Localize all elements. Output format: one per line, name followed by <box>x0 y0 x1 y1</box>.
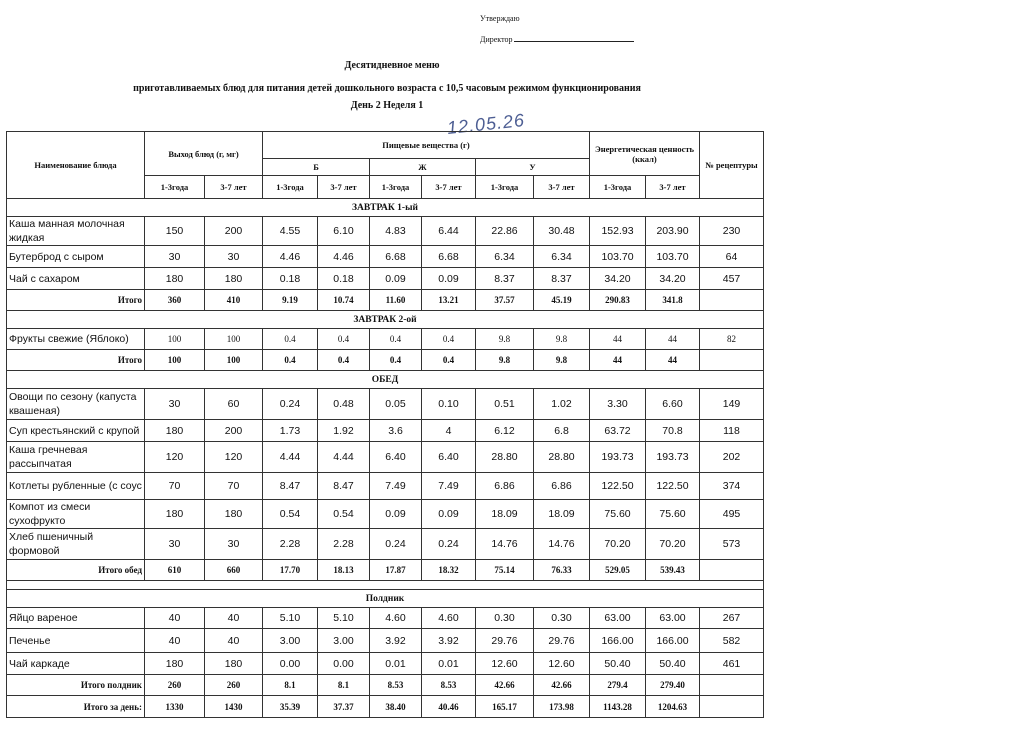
value-cell: 50.40 <box>646 653 700 675</box>
value-cell: 6.60 <box>646 389 700 420</box>
dish-name: Бутерброд с сыром <box>7 246 145 268</box>
value-cell: 103.70 <box>590 246 646 268</box>
dish-name: Котлеты рубленные (с соус <box>7 473 145 500</box>
section-title: ОБЕД <box>7 371 764 389</box>
day-total-row <box>7 696 764 718</box>
total-row <box>7 675 764 696</box>
total-cell: 100 <box>145 350 205 371</box>
value-cell: 63.00 <box>590 608 646 629</box>
value-cell: 150 <box>145 217 205 246</box>
value-cell: 0.51 <box>476 389 534 420</box>
header-age2: 3-7 лет <box>318 176 370 199</box>
total-cell: 0.4 <box>422 350 476 371</box>
header-protein: Б <box>263 159 370 176</box>
value-cell: 60 <box>205 389 263 420</box>
total-cell: 44 <box>646 350 700 371</box>
value-cell: 180 <box>205 653 263 675</box>
header-name: Наименование блюда <box>7 132 145 199</box>
table-row <box>7 329 764 350</box>
value-cell: 9.8 <box>476 329 534 350</box>
dish-name: Чай с сахаром <box>7 268 145 290</box>
value-cell: 180 <box>145 420 205 442</box>
value-cell: 0.4 <box>318 329 370 350</box>
total-cell <box>700 560 764 581</box>
value-cell: 374 <box>700 473 764 500</box>
total-cell: 8.1 <box>263 675 318 696</box>
value-cell: 4.60 <box>422 608 476 629</box>
spacer-cell <box>7 581 764 590</box>
value-cell: 180 <box>205 268 263 290</box>
total-cell: 1330 <box>145 696 205 718</box>
value-cell: 30 <box>205 246 263 268</box>
table-row <box>7 420 764 442</box>
value-cell: 0.10 <box>422 389 476 420</box>
total-label: Итого обед <box>7 560 145 581</box>
value-cell: 1.92 <box>318 420 370 442</box>
total-cell: 44 <box>590 350 646 371</box>
value-cell: 3.00 <box>318 629 370 653</box>
value-cell: 28.80 <box>476 442 534 473</box>
value-cell: 12.60 <box>534 653 590 675</box>
value-cell: 40 <box>145 629 205 653</box>
value-cell: 3.92 <box>422 629 476 653</box>
value-cell: 70 <box>205 473 263 500</box>
header-age1: 1-3года <box>263 176 318 199</box>
total-cell: 9.8 <box>534 350 590 371</box>
director-label: Директор <box>480 35 513 44</box>
signature-line <box>514 34 634 42</box>
value-cell: 29.76 <box>476 629 534 653</box>
total-cell: 410 <box>205 290 263 311</box>
value-cell: 0.4 <box>263 329 318 350</box>
total-cell: 8.53 <box>370 675 422 696</box>
value-cell: 3.92 <box>370 629 422 653</box>
value-cell: 70.20 <box>646 529 700 560</box>
value-cell: 200 <box>205 217 263 246</box>
value-cell: 0.09 <box>370 268 422 290</box>
header-fat: Ж <box>370 159 476 176</box>
value-cell: 0.24 <box>263 389 318 420</box>
value-cell: 34.20 <box>646 268 700 290</box>
header-age1: 1-3года <box>370 176 422 199</box>
total-cell: 75.14 <box>476 560 534 581</box>
value-cell: 4.44 <box>263 442 318 473</box>
value-cell: 0.54 <box>318 500 370 529</box>
total-cell: 610 <box>145 560 205 581</box>
value-cell: 82 <box>700 329 764 350</box>
value-cell: 122.50 <box>590 473 646 500</box>
header-age1: 1-3года <box>145 176 205 199</box>
dish-name: Яйцо вареное <box>7 608 145 629</box>
header-age1: 1-3года <box>476 176 534 199</box>
value-cell: 495 <box>700 500 764 529</box>
value-cell: 0.09 <box>370 500 422 529</box>
value-cell: 0.4 <box>370 329 422 350</box>
total-cell: 38.40 <box>370 696 422 718</box>
total-cell: 1143.28 <box>590 696 646 718</box>
total-cell: 0.4 <box>370 350 422 371</box>
value-cell: 18.09 <box>476 500 534 529</box>
value-cell: 1.02 <box>534 389 590 420</box>
header-age2: 3-7 лет <box>422 176 476 199</box>
total-cell: 35.39 <box>263 696 318 718</box>
value-cell: 70.8 <box>646 420 700 442</box>
value-cell: 267 <box>700 608 764 629</box>
value-cell: 0.05 <box>370 389 422 420</box>
total-row <box>7 350 764 371</box>
value-cell: 2.28 <box>263 529 318 560</box>
section-header-row <box>7 311 764 329</box>
total-cell: 17.87 <box>370 560 422 581</box>
header-age2: 3-7 лет <box>205 176 263 199</box>
header-age2: 3-7 лет <box>534 176 590 199</box>
doc-title: Десятидневное меню <box>344 60 440 71</box>
dish-name: Хлеб пшеничный формовой <box>7 529 145 560</box>
value-cell: 0.01 <box>370 653 422 675</box>
value-cell: 3.00 <box>263 629 318 653</box>
header-carbs: У <box>476 159 590 176</box>
table-row <box>7 442 764 473</box>
value-cell: 12.60 <box>476 653 534 675</box>
value-cell: 203.90 <box>646 217 700 246</box>
total-cell: 1204.63 <box>646 696 700 718</box>
total-cell: 165.17 <box>476 696 534 718</box>
header-age1: 1-3года <box>590 176 646 199</box>
value-cell: 64 <box>700 246 764 268</box>
header-energy: Энергетическая ценность (ккал) <box>590 132 700 176</box>
value-cell: 180 <box>205 500 263 529</box>
total-cell: 1430 <box>205 696 263 718</box>
value-cell: 28.80 <box>534 442 590 473</box>
section-header-row <box>7 590 764 608</box>
value-cell: 9.8 <box>534 329 590 350</box>
director-line <box>480 29 634 50</box>
section-title: ЗАВТРАК 1-ый <box>7 199 764 217</box>
total-cell: 290.83 <box>590 290 646 311</box>
value-cell: 29.76 <box>534 629 590 653</box>
total-cell: 260 <box>145 675 205 696</box>
value-cell: 166.00 <box>646 629 700 653</box>
value-cell: 3.30 <box>590 389 646 420</box>
value-cell: 6.86 <box>534 473 590 500</box>
dish-name: Каша манная молочная жидкая <box>7 217 145 246</box>
value-cell: 1.73 <box>263 420 318 442</box>
value-cell: 457 <box>700 268 764 290</box>
value-cell: 149 <box>700 389 764 420</box>
spacer-row <box>7 581 764 590</box>
table-row <box>7 653 764 675</box>
dish-name: Печенье <box>7 629 145 653</box>
value-cell: 103.70 <box>646 246 700 268</box>
dish-name: Компот из смеси сухофрукто <box>7 500 145 529</box>
value-cell: 70 <box>145 473 205 500</box>
total-cell: 40.46 <box>422 696 476 718</box>
value-cell: 202 <box>700 442 764 473</box>
total-cell: 37.37 <box>318 696 370 718</box>
value-cell: 18.09 <box>534 500 590 529</box>
section-title: Полдник <box>7 590 764 608</box>
value-cell: 122.50 <box>646 473 700 500</box>
value-cell: 4 <box>422 420 476 442</box>
total-cell <box>700 696 764 718</box>
value-cell: 120 <box>145 442 205 473</box>
value-cell: 180 <box>145 653 205 675</box>
value-cell: 461 <box>700 653 764 675</box>
value-cell: 4.60 <box>370 608 422 629</box>
value-cell: 44 <box>590 329 646 350</box>
value-cell: 180 <box>145 500 205 529</box>
total-label: Итого <box>7 290 145 311</box>
value-cell: 40 <box>145 608 205 629</box>
table-row <box>7 389 764 420</box>
value-cell: 30 <box>145 246 205 268</box>
table-row <box>7 217 764 246</box>
total-cell: 341.8 <box>646 290 700 311</box>
menu-table <box>6 131 764 718</box>
header-age2: 3-7 лет <box>646 176 700 199</box>
value-cell: 63.72 <box>590 420 646 442</box>
value-cell: 0.18 <box>263 268 318 290</box>
value-cell: 0.54 <box>263 500 318 529</box>
total-cell: 100 <box>205 350 263 371</box>
value-cell: 6.10 <box>318 217 370 246</box>
value-cell: 4.83 <box>370 217 422 246</box>
dish-name: Овощи по сезону (капуста квашеная) <box>7 389 145 420</box>
header-nutrients: Пищевые вещества (г) <box>263 132 590 159</box>
total-row <box>7 290 764 311</box>
total-cell: 539.43 <box>646 560 700 581</box>
day-total-label: Итого за день: <box>7 696 145 718</box>
value-cell: 120 <box>205 442 263 473</box>
value-cell: 230 <box>700 217 764 246</box>
total-cell: 37.57 <box>476 290 534 311</box>
value-cell: 75.60 <box>590 500 646 529</box>
total-cell: 9.19 <box>263 290 318 311</box>
value-cell: 180 <box>145 268 205 290</box>
total-cell: 8.1 <box>318 675 370 696</box>
value-cell: 6.68 <box>370 246 422 268</box>
value-cell: 34.20 <box>590 268 646 290</box>
value-cell: 166.00 <box>590 629 646 653</box>
value-cell: 200 <box>205 420 263 442</box>
value-cell: 6.34 <box>534 246 590 268</box>
total-cell: 279.40 <box>646 675 700 696</box>
value-cell: 14.76 <box>534 529 590 560</box>
value-cell: 2.28 <box>318 529 370 560</box>
value-cell: 4.55 <box>263 217 318 246</box>
total-row <box>7 560 764 581</box>
total-cell: 42.66 <box>534 675 590 696</box>
value-cell: 573 <box>700 529 764 560</box>
value-cell: 0.4 <box>422 329 476 350</box>
value-cell: 40 <box>205 629 263 653</box>
value-cell: 70.20 <box>590 529 646 560</box>
value-cell: 30 <box>145 529 205 560</box>
total-cell: 279.4 <box>590 675 646 696</box>
total-cell: 0.4 <box>318 350 370 371</box>
total-cell: 13.21 <box>422 290 476 311</box>
value-cell: 118 <box>700 420 764 442</box>
value-cell: 6.40 <box>422 442 476 473</box>
value-cell: 0.24 <box>422 529 476 560</box>
table-row <box>7 500 764 529</box>
value-cell: 4.46 <box>318 246 370 268</box>
value-cell: 5.10 <box>318 608 370 629</box>
section-title: ЗАВТРАК 2-ой <box>7 311 764 329</box>
total-cell <box>700 290 764 311</box>
total-cell: 173.98 <box>534 696 590 718</box>
table-row <box>7 246 764 268</box>
total-cell: 660 <box>205 560 263 581</box>
value-cell: 14.76 <box>476 529 534 560</box>
value-cell: 6.44 <box>422 217 476 246</box>
value-cell: 0.18 <box>318 268 370 290</box>
total-label: Итого полдник <box>7 675 145 696</box>
value-cell: 6.86 <box>476 473 534 500</box>
total-cell: 9.8 <box>476 350 534 371</box>
total-cell: 76.33 <box>534 560 590 581</box>
total-cell <box>700 675 764 696</box>
value-cell: 152.93 <box>590 217 646 246</box>
section-header-row <box>7 199 764 217</box>
value-cell: 582 <box>700 629 764 653</box>
total-cell: 8.53 <box>422 675 476 696</box>
value-cell: 6.68 <box>422 246 476 268</box>
total-cell: 18.13 <box>318 560 370 581</box>
value-cell: 0.24 <box>370 529 422 560</box>
value-cell: 100 <box>145 329 205 350</box>
header-recipe: № рецептуры <box>700 132 764 199</box>
value-cell: 0.48 <box>318 389 370 420</box>
value-cell: 0.00 <box>263 653 318 675</box>
table-row <box>7 608 764 629</box>
total-cell: 18.32 <box>422 560 476 581</box>
value-cell: 30.48 <box>534 217 590 246</box>
value-cell: 3.6 <box>370 420 422 442</box>
dish-name: Суп крестьянский с крупой <box>7 420 145 442</box>
total-cell: 260 <box>205 675 263 696</box>
table-row <box>7 268 764 290</box>
section-header-row <box>7 371 764 389</box>
value-cell: 44 <box>646 329 700 350</box>
total-cell: 10.74 <box>318 290 370 311</box>
value-cell: 40 <box>205 608 263 629</box>
header-yield: Выход блюд (г, мг) <box>145 132 263 176</box>
value-cell: 8.47 <box>263 473 318 500</box>
total-cell: 17.70 <box>263 560 318 581</box>
value-cell: 0.30 <box>534 608 590 629</box>
total-cell: 11.60 <box>370 290 422 311</box>
value-cell: 5.10 <box>263 608 318 629</box>
total-cell: 45.19 <box>534 290 590 311</box>
value-cell: 6.8 <box>534 420 590 442</box>
value-cell: 30 <box>205 529 263 560</box>
value-cell: 50.40 <box>590 653 646 675</box>
doc-subtitle: приготавливаемых блюд для питания детей дошкольного возраста с 10,5 часовым режимом функционирования <box>133 83 641 94</box>
value-cell: 6.12 <box>476 420 534 442</box>
value-cell: 0.30 <box>476 608 534 629</box>
value-cell: 100 <box>205 329 263 350</box>
value-cell: 0.00 <box>318 653 370 675</box>
handwritten-date: 12.05.26 <box>446 109 526 139</box>
value-cell: 4.44 <box>318 442 370 473</box>
approve-label: Утверждаю <box>480 14 520 23</box>
value-cell: 22.86 <box>476 217 534 246</box>
value-cell: 6.40 <box>370 442 422 473</box>
total-cell: 529.05 <box>590 560 646 581</box>
total-cell: 360 <box>145 290 205 311</box>
table-row <box>7 529 764 560</box>
value-cell: 0.09 <box>422 500 476 529</box>
table-row <box>7 473 764 500</box>
total-label: Итого <box>7 350 145 371</box>
value-cell: 63.00 <box>646 608 700 629</box>
value-cell: 6.34 <box>476 246 534 268</box>
dish-name: Фрукты свежие (Яблоко) <box>7 329 145 350</box>
table-header <box>7 132 764 199</box>
value-cell: 8.37 <box>476 268 534 290</box>
dish-name: Каша гречневая рассыпчатая <box>7 442 145 473</box>
total-cell: 42.66 <box>476 675 534 696</box>
value-cell: 8.37 <box>534 268 590 290</box>
value-cell: 7.49 <box>370 473 422 500</box>
value-cell: 7.49 <box>422 473 476 500</box>
value-cell: 193.73 <box>590 442 646 473</box>
value-cell: 75.60 <box>646 500 700 529</box>
value-cell: 0.09 <box>422 268 476 290</box>
table-body <box>7 199 764 718</box>
table-row <box>7 629 764 653</box>
dish-name: Чай каркаде <box>7 653 145 675</box>
approval-block <box>480 8 634 50</box>
total-cell: 0.4 <box>263 350 318 371</box>
value-cell: 193.73 <box>646 442 700 473</box>
value-cell: 4.46 <box>263 246 318 268</box>
total-cell <box>700 350 764 371</box>
doc-day-week: День 2 Неделя 1 <box>350 100 424 111</box>
value-cell: 30 <box>145 389 205 420</box>
value-cell: 0.01 <box>422 653 476 675</box>
value-cell: 8.47 <box>318 473 370 500</box>
